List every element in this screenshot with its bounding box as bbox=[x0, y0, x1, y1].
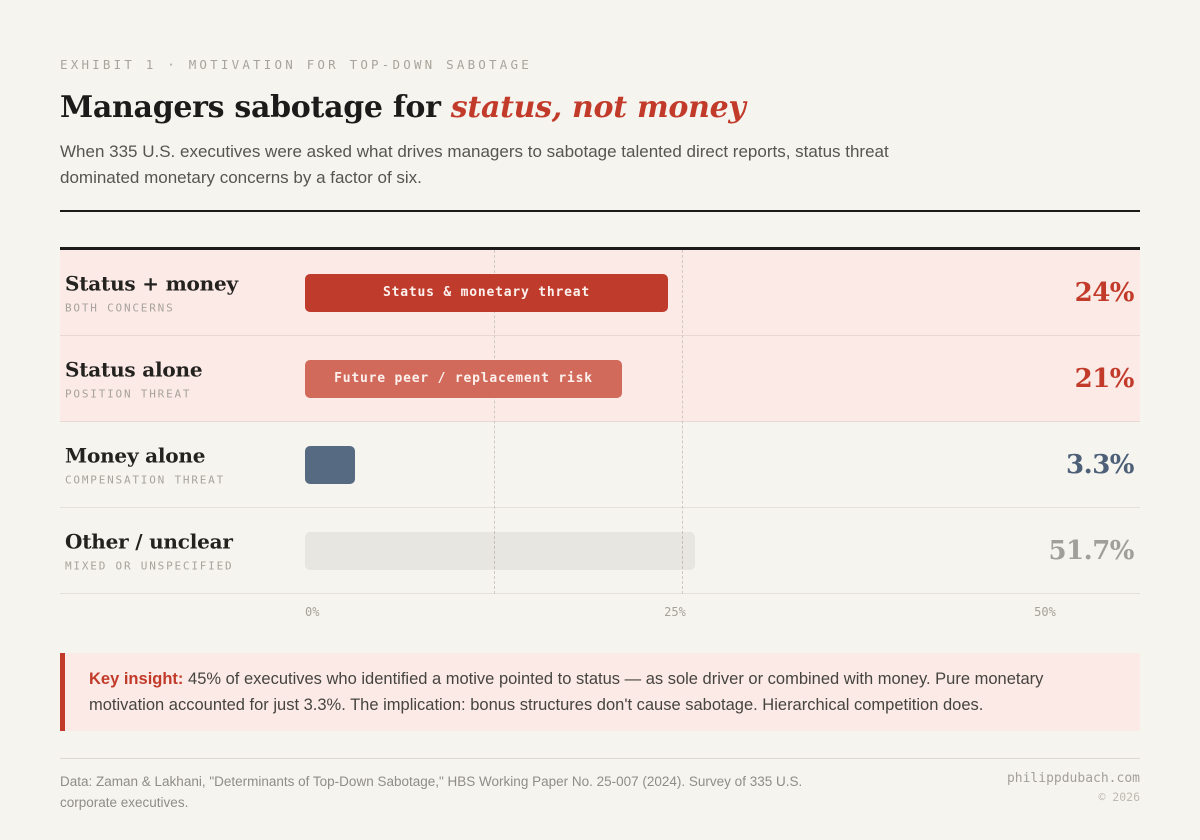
bar-inner-label: Status & monetary threat bbox=[382, 285, 591, 300]
chart-row-money-alone bbox=[60, 422, 1140, 508]
key-insight-text: 45% of executives who identified a motive pointed to status — as sole driver or combined with money. Pure monetary motivation accounted for just 3.3%. The implication: bonus structures don't cause sabotage. Hierarchical competition does. bbox=[89, 670, 1044, 714]
bar-value: 24% bbox=[1074, 277, 1134, 308]
axis-tick-50: 50% bbox=[1034, 605, 1056, 619]
bar bbox=[305, 360, 622, 398]
title-accent: status, not money bbox=[450, 90, 746, 125]
chart-row-other-unclear bbox=[60, 508, 1140, 594]
page-title bbox=[60, 89, 1140, 127]
chart-rows bbox=[60, 250, 1140, 594]
divider-rule bbox=[60, 210, 1140, 212]
chart-row-status-alone bbox=[60, 336, 1140, 422]
key-insight-callout bbox=[60, 653, 1140, 731]
bar-inner-label: Future peer / replacement risk bbox=[334, 371, 593, 386]
row-sublabel: MIXED OR UNSPECIFIED bbox=[65, 559, 234, 572]
title-plain: Managers sabotage for bbox=[60, 90, 451, 125]
row-label: Money alone bbox=[65, 443, 206, 467]
copyright: © 2026 bbox=[1098, 790, 1140, 804]
bar-value: 21% bbox=[1074, 363, 1134, 394]
bar bbox=[305, 532, 695, 570]
data-source-note: Data: Zaman & Lakhani, "Determinants of Top-Down Sabotage," HBS Working Paper No. 25-007 (2024). Survey of 335 U.S. corporate executives. bbox=[60, 774, 803, 810]
axis-tick-0: 0% bbox=[305, 605, 320, 619]
row-label: Status alone bbox=[65, 357, 203, 381]
subtitle: When 335 U.S. executives were asked what drives managers to sabotage talented direct reports, status threat dominated monetary concerns by a factor of six. bbox=[60, 142, 889, 187]
footer bbox=[60, 758, 1140, 813]
row-label: Status + money bbox=[65, 271, 238, 295]
row-label: Other / unclear bbox=[65, 529, 233, 553]
bar bbox=[305, 274, 668, 312]
row-label-block bbox=[65, 443, 225, 486]
exhibit-eyebrow: EXHIBIT 1 · MOTIVATION FOR TOP-DOWN SABOTAGE bbox=[60, 57, 532, 72]
key-insight-label: Key insight: bbox=[89, 670, 184, 688]
site-credit: philippdubach.com bbox=[1006, 771, 1140, 786]
row-label-block bbox=[65, 271, 238, 314]
x-axis bbox=[60, 594, 1140, 624]
bar-chart bbox=[60, 247, 1140, 624]
bar-value: 3.3% bbox=[1066, 449, 1134, 480]
row-label-block bbox=[65, 529, 233, 572]
row-sublabel: POSITION THREAT bbox=[65, 387, 192, 400]
axis-tick-25: 25% bbox=[664, 605, 686, 619]
row-sublabel: BOTH CONCERNS bbox=[65, 301, 175, 314]
bar-value: 51.7% bbox=[1048, 535, 1134, 566]
bar bbox=[305, 446, 355, 484]
row-sublabel: COMPENSATION THREAT bbox=[65, 473, 226, 486]
footer-credit bbox=[1007, 771, 1140, 804]
chart-row-status-money bbox=[60, 250, 1140, 336]
row-label-block bbox=[65, 357, 202, 400]
